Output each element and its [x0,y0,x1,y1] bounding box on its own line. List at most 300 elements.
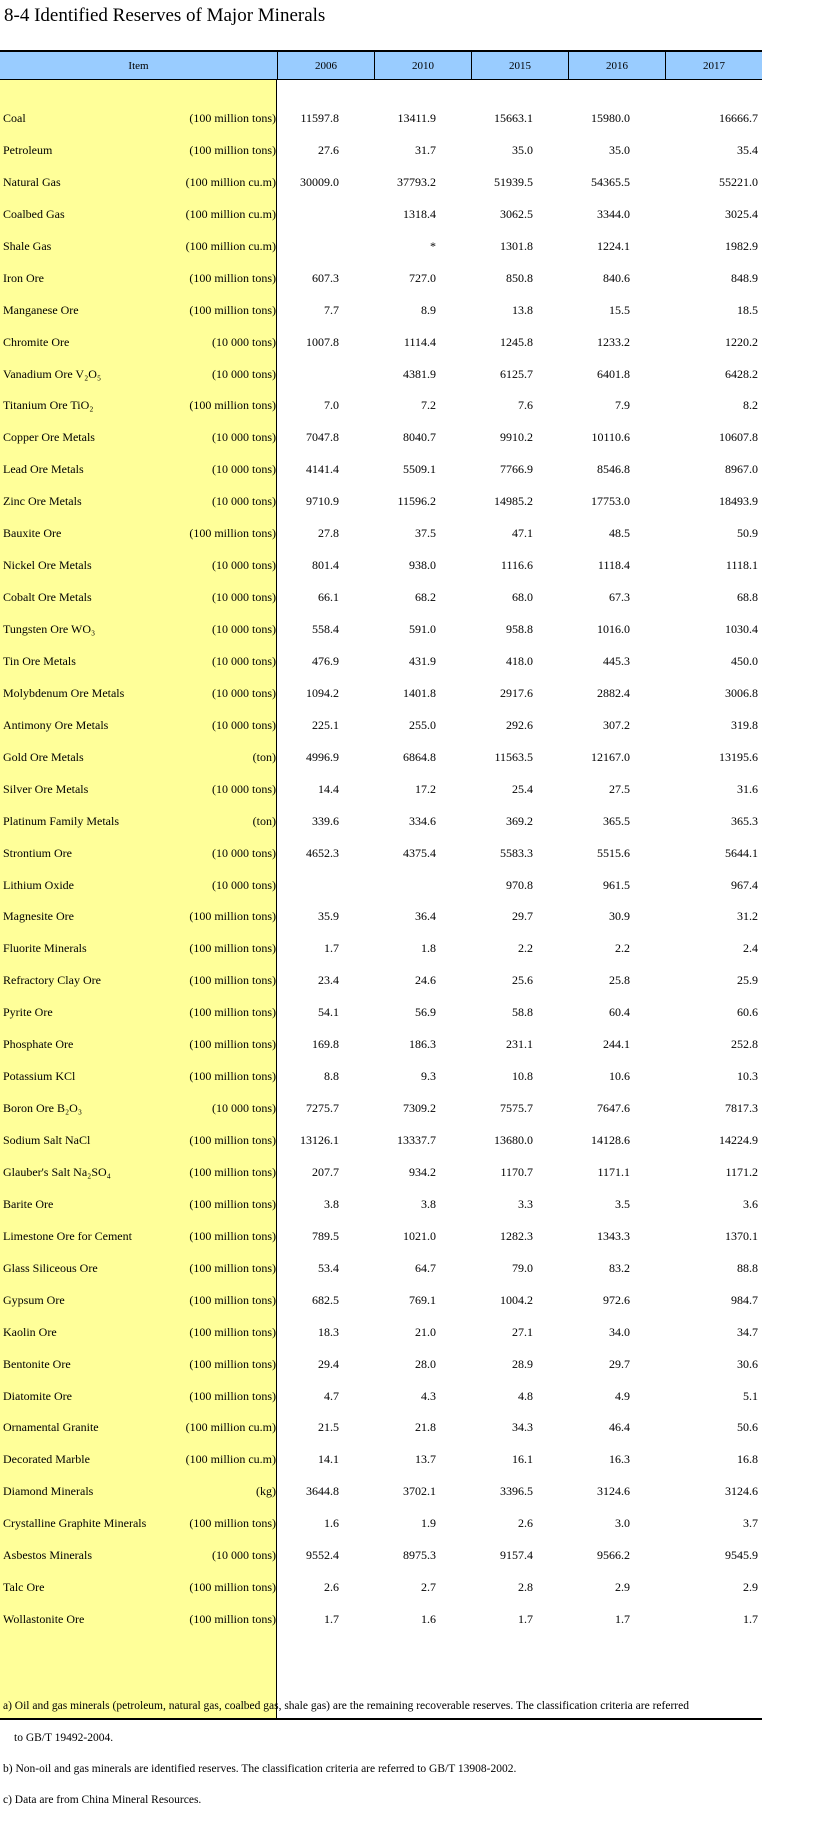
row-item-name: Zinc Ore Metals [3,494,82,509]
row-value-2017: 7817.3 [725,1101,758,1116]
table-row [0,326,762,358]
row-value-2010: 334.6 [409,813,436,828]
row-value-2010: 13.7 [415,1452,436,1467]
table-row [0,741,762,773]
row-value-2016: 1118.4 [597,558,630,573]
row-value-2016: 16.3 [609,1452,630,1467]
row-unit: (100 million tons) [189,1324,276,1339]
row-item-name: Tin Ore Metals [3,653,76,668]
row-value-2016: 3124.6 [597,1484,630,1499]
table-row [0,1443,762,1475]
row-value-2017: 50.9 [737,526,758,541]
table-row [0,1124,762,1156]
row-value-2010: 4375.4 [403,845,436,860]
row-unit: (10 000 tons) [212,334,276,349]
row-value-2015: 970.8 [506,877,533,892]
table-row [0,1284,762,1316]
row-value-2017: 2.9 [743,1580,758,1595]
row-value-2016: 1.7 [615,1612,630,1627]
row-value-2016: 17753.0 [591,494,630,509]
row-value-2015: 2.8 [518,1580,533,1595]
row-value-2017: 252.8 [731,1037,758,1052]
row-unit: (100 million tons) [189,1196,276,1211]
row-item-name: Gold Ore Metals [3,749,84,764]
row-unit: (100 million cu.m) [185,238,276,253]
row-value-2006: 54.1 [318,1005,339,1020]
row-unit: (10 000 tons) [212,462,276,477]
row-value-2010: 3702.1 [403,1484,436,1499]
table-row [0,1507,762,1539]
row-value-2015: 68.0 [512,590,533,605]
row-unit: (100 million tons) [189,909,276,924]
row-value-2017: 1171.2 [725,1164,758,1179]
row-item-name: Copper Ore Metals [3,430,95,445]
row-value-2010: 5509.1 [403,462,436,477]
row-unit: (10 000 tons) [212,366,276,381]
row-value-2015: 13.8 [512,302,533,317]
row-value-2010: 13337.7 [397,1133,436,1147]
row-value-2006: 1.7 [324,941,339,956]
table-row [0,358,762,390]
row-value-2015: 1282.3 [500,1228,533,1243]
row-unit: (100 million tons) [189,1228,276,1243]
row-unit: (10 000 tons) [212,558,276,573]
row-value-2006: 169.8 [312,1037,339,1052]
table-row [0,1380,762,1412]
table-row [0,964,762,996]
row-item-name: Titanium Ore TiO₂ [3,398,94,413]
row-value-2006: 7.7 [324,302,339,317]
row-value-2015: 16.1 [512,1452,533,1467]
row-value-2017: 25.9 [737,973,758,988]
row-value-2017: 848.9 [731,270,758,285]
row-value-2015: 34.3 [512,1420,533,1435]
row-item-name: Silver Ore Metals [3,781,89,796]
row-value-2015: 418.0 [506,653,533,668]
row-unit: (10 000 tons) [212,590,276,605]
row-value-2015: 7766.9 [500,462,533,477]
row-value-2016: 840.6 [603,270,630,285]
row-unit: (100 million tons) [189,941,276,956]
row-value-2006: 339.6 [312,813,339,828]
row-value-2015: 1.7 [518,1612,533,1627]
row-value-2010: 1.9 [421,1516,436,1531]
row-value-2016: 7647.6 [597,1101,630,1116]
row-value-2015: 4.8 [518,1388,533,1403]
row-value-2017: 3025.4 [725,206,758,221]
table-row [0,517,762,549]
row-value-2006: 1094.2 [306,685,339,700]
header-item: Item [128,60,149,72]
row-value-2015: 1004.2 [500,1292,533,1307]
row-value-2016: 27.5 [609,781,630,796]
row-value-2016: 25.8 [609,973,630,988]
row-unit: (ton) [252,813,276,828]
row-item-name: Wollastonite Ore [3,1612,85,1627]
row-value-2010: 8.9 [421,302,436,317]
row-value-2010: 591.0 [409,622,436,636]
table-row [0,1316,762,1348]
header-year-2016: 2016 [568,52,665,80]
row-value-2010: 13411.9 [397,111,436,125]
row-unit: (100 million tons) [189,1069,276,1084]
header-year-2006: 2006 [277,52,374,80]
row-value-2015: 10.8 [512,1069,533,1084]
row-value-2017: 8.2 [743,398,758,413]
row-value-2006: 14.1 [318,1452,339,1467]
row-value-2015: 5583.3 [500,845,533,860]
row-value-2016: 1016.0 [597,622,630,636]
row-value-2006: 558.4 [312,622,339,636]
row-value-2016: 6401.8 [597,366,630,381]
table-row [0,134,762,166]
row-value-2015: 2.6 [518,1516,533,1531]
row-unit: (10 000 tons) [212,622,276,636]
row-value-2017: 30.6 [737,1356,758,1371]
row-value-2010: 68.2 [415,590,436,605]
row-value-2017: 34.7 [737,1324,758,1339]
row-item-name: Sodium Salt NaCl [3,1133,91,1147]
row-value-2016: 3.0 [615,1516,630,1531]
row-value-2010: 64.7 [415,1260,436,1275]
row-value-2017: 1370.1 [725,1228,758,1243]
row-item-name: Fluorite Minerals [3,941,87,956]
row-value-2010: 1.8 [421,941,436,956]
row-unit: (100 million cu.m) [185,206,276,221]
row-value-2006: 14.4 [318,781,339,796]
row-value-2010: 31.7 [415,142,436,157]
row-value-2016: 12167.0 [591,749,630,764]
table-row [0,1188,762,1220]
row-unit: (100 million tons) [189,1516,276,1531]
row-value-2015: 7.6 [518,398,533,413]
table-row [0,869,762,901]
row-unit: (100 million tons) [189,1580,276,1595]
table-row [0,262,762,294]
row-unit: (10 000 tons) [212,685,276,700]
row-value-2015: 11563.5 [494,749,533,764]
row-unit: (100 million tons) [189,1164,276,1179]
row-value-2016: 1224.1 [597,238,630,253]
row-unit: (100 million tons) [189,526,276,541]
row-value-2017: 88.8 [737,1260,758,1275]
row-value-2006: 607.3 [312,270,339,285]
row-value-2017: 35.4 [737,142,758,157]
row-value-2006: 2.6 [324,1580,339,1595]
row-value-2015: 27.1 [512,1324,533,1339]
row-value-2010: 255.0 [409,717,436,732]
row-value-2017: 31.2 [737,909,758,924]
row-unit: (100 million tons) [189,398,276,413]
row-item-name: Lithium Oxide [3,877,74,892]
row-item-name: Platinum Family Metals [3,813,119,828]
row-value-2006: 682.5 [312,1292,339,1307]
row-unit: (100 million cu.m) [185,1452,276,1467]
row-value-2015: 35.0 [512,142,533,157]
row-value-2016: 3344.0 [597,206,630,221]
row-value-2010: 1401.8 [403,685,436,700]
row-value-2017: 50.6 [737,1420,758,1435]
row-value-2015: 28.9 [512,1356,533,1371]
row-item-name: Coalbed Gas [3,206,65,221]
row-value-2015: 231.1 [506,1037,533,1052]
row-value-2016: 30.9 [609,909,630,924]
row-value-2017: 1118.1 [725,558,758,573]
row-value-2010: 938.0 [409,558,436,573]
row-value-2016: 15.5 [609,302,630,317]
row-item-name: Bentonite Ore [3,1356,71,1371]
row-unit: (10 000 tons) [212,877,276,892]
row-value-2016: 15980.0 [591,111,630,125]
row-value-2017: 68.8 [737,590,758,605]
row-unit: (10 000 tons) [212,1548,276,1563]
row-value-2006: 30009.0 [300,174,339,189]
table-row [0,805,762,837]
row-value-2006: 801.4 [312,558,339,573]
row-value-2017: 8967.0 [725,462,758,477]
row-item-name: Refractory Clay Ore [3,973,101,988]
row-value-2010: 7309.2 [403,1101,436,1116]
row-value-2010: 2.7 [421,1580,436,1595]
table-row [0,900,762,932]
row-value-2015: 850.8 [506,270,533,285]
row-value-2010: 37.5 [415,526,436,541]
row-value-2017: 10607.8 [719,430,758,445]
row-value-2016: 9566.2 [597,1548,630,1563]
row-value-2016: 244.1 [603,1037,630,1052]
row-value-2010: 56.9 [415,1005,436,1020]
table-row [0,1060,762,1092]
row-unit: (ton) [252,749,276,764]
table-row [0,294,762,326]
row-value-2016: 83.2 [609,1260,630,1275]
row-value-2010: 17.2 [415,781,436,796]
table-row [0,1475,762,1507]
row-value-2015: 1245.8 [500,334,533,349]
row-value-2015: 58.8 [512,1005,533,1020]
row-value-2017: 1.7 [743,1612,758,1627]
row-value-2010: 11596.2 [397,494,436,509]
row-item-name: Nickel Ore Metals [3,558,92,573]
row-item-name: Potassium KCl [3,1069,76,1084]
row-value-2006: 4.7 [324,1388,339,1403]
row-value-2015: 47.1 [512,526,533,541]
row-value-2016: 961.5 [603,877,630,892]
row-value-2010: 37793.2 [397,174,436,189]
row-value-2017: 5.1 [743,1388,758,1403]
row-value-2017: 16.8 [737,1452,758,1467]
row-item-name: Strontium Ore [3,845,72,860]
row-value-2016: 35.0 [609,142,630,157]
row-item-name: Bauxite Ore [3,526,62,541]
table-row [0,485,762,517]
row-item-name: Cobalt Ore Metals [3,590,92,605]
row-value-2016: 54365.5 [591,174,630,189]
table-row [0,932,762,964]
row-value-2015: 292.6 [506,717,533,732]
row-value-2017: 3124.6 [725,1484,758,1499]
row-value-2016: 972.6 [603,1292,630,1307]
table-row [0,1571,762,1603]
row-value-2015: 3062.5 [500,206,533,221]
row-value-2015: 3.3 [518,1196,533,1211]
row-item-name: Decorated Marble [3,1452,90,1467]
row-value-2015: 2917.6 [500,685,533,700]
table-bottom-rule [0,1718,762,1720]
row-value-2010: 4381.9 [403,366,436,381]
row-value-2017: 3006.8 [725,685,758,700]
table-row [0,996,762,1028]
table-row [0,230,762,262]
row-value-2016: 5515.6 [597,845,630,860]
table-row [0,1156,762,1188]
row-item-name: Boron Ore B₂O₃ [3,1101,83,1116]
row-unit: (100 million tons) [189,1388,276,1403]
row-value-2006: 1.7 [324,1612,339,1627]
row-value-2010: 9.3 [421,1069,436,1084]
table-row [0,453,762,485]
row-value-2010: 8040.7 [403,430,436,445]
table-row [0,773,762,805]
row-item-name: Tungsten Ore WO₃ [3,622,96,636]
row-value-2016: 10.6 [609,1069,630,1084]
row-value-2015: 369.2 [506,813,533,828]
header-year-2015: 2015 [471,52,568,80]
row-value-2016: 60.4 [609,1005,630,1020]
row-unit: (10 000 tons) [212,430,276,445]
row-value-2010: 8975.3 [403,1548,436,1563]
row-value-2016: 7.9 [615,398,630,413]
row-item-name: Iron Ore [3,270,44,285]
row-value-2010: 21.0 [415,1324,436,1339]
row-value-2017: 319.8 [731,717,758,732]
row-item-name: Kaolin Ore [3,1324,57,1339]
table-row [0,1220,762,1252]
row-value-2010: 1318.4 [403,206,436,221]
row-value-2006: 7.0 [324,398,339,413]
row-unit: (100 million tons) [189,1005,276,1020]
row-value-2017: 10.3 [737,1069,758,1084]
row-item-name: Natural Gas [3,174,61,189]
row-value-2016: 3.5 [615,1196,630,1211]
row-unit: (100 million tons) [189,270,276,285]
table-row [0,421,762,453]
footnote-c: c) Data are from China Mineral Resources. [3,1794,202,1806]
row-value-2010: 186.3 [409,1037,436,1052]
row-item-name: Glass Siliceous Ore [3,1260,98,1275]
row-value-2015: 79.0 [512,1260,533,1275]
row-item-name: Molybdenum Ore Metals [3,685,125,700]
row-value-2010: 7.2 [421,398,436,413]
page-title: 8-4 Identified Reserves of Major Minerals [4,5,326,26]
row-value-2015: 25.4 [512,781,533,796]
row-item-name: Glauber's Salt Na₂SO₄ [3,1164,111,1179]
row-value-2017: 5644.1 [725,845,758,860]
row-value-2006: 4141.4 [306,462,339,477]
row-value-2017: 55221.0 [719,174,758,189]
row-unit: (100 million cu.m) [185,1420,276,1435]
row-value-2017: 16666.7 [719,111,758,125]
row-value-2006: 8.8 [324,1069,339,1084]
row-value-2006: 9552.4 [306,1548,339,1563]
row-unit: (10 000 tons) [212,494,276,509]
row-item-name: Barite Ore [3,1196,54,1211]
row-value-2016: 10110.6 [591,430,630,445]
row-value-2015: 25.6 [512,973,533,988]
row-value-2010: 431.9 [409,653,436,668]
row-value-2015: 9910.2 [500,430,533,445]
row-unit: (100 million tons) [189,973,276,988]
row-value-2016: 48.5 [609,526,630,541]
table-row [0,198,762,230]
row-value-2016: 2.2 [615,941,630,956]
row-value-2016: 1343.3 [597,1228,630,1243]
row-value-2017: 2.4 [743,941,758,956]
row-value-2006: 207.7 [312,1164,339,1179]
row-value-2016: 46.4 [609,1420,630,1435]
row-value-2010: 36.4 [415,909,436,924]
row-value-2010: * [430,238,436,253]
row-item-name: Shale Gas [3,238,52,253]
row-value-2010: 727.0 [409,270,436,285]
row-value-2010: 6864.8 [403,749,436,764]
row-value-2017: 1220.2 [725,334,758,349]
row-value-2015: 9157.4 [500,1548,533,1563]
row-unit: (100 million tons) [189,142,276,157]
row-value-2016: 67.3 [609,590,630,605]
row-value-2016: 8546.8 [597,462,630,477]
row-value-2016: 2.9 [615,1580,630,1595]
row-value-2010: 21.8 [415,1420,436,1435]
row-value-2017: 18493.9 [719,494,758,509]
row-item-name: Diamond Minerals [3,1484,94,1499]
footnote-a: a) Oil and gas minerals (petroleum, natural gas, coalbed gas, shale gas) are the remaining recoverable reserves. The classification criteria are referred [3,1700,689,1712]
row-value-2015: 3396.5 [500,1484,533,1499]
row-item-name: Vanadium Ore V₂O₅ [3,366,102,381]
row-item-name: Ornamental Granite [3,1420,99,1435]
row-value-2015: 14985.2 [494,494,533,509]
row-value-2017: 1030.4 [725,622,758,636]
row-value-2017: 60.6 [737,1005,758,1020]
row-value-2015: 1116.6 [500,558,533,573]
row-value-2017: 31.6 [737,781,758,796]
row-item-name: Lead Ore Metals [3,462,84,477]
row-value-2006: 27.6 [318,142,339,157]
row-item-name: Manganese Ore [3,302,79,317]
row-value-2006: 789.5 [312,1228,339,1243]
row-value-2017: 1982.9 [725,238,758,253]
row-value-2006: 3644.8 [306,1484,339,1499]
row-value-2010: 1114.4 [403,334,436,349]
row-value-2016: 2882.4 [597,685,630,700]
row-value-2010: 934.2 [409,1164,436,1179]
row-value-2010: 769.1 [409,1292,436,1307]
row-unit: (10 000 tons) [212,717,276,732]
row-value-2016: 445.3 [603,653,630,668]
footnote-a-continued: to GB/T 19492-2004. [14,1732,114,1744]
table-row [0,1348,762,1380]
row-value-2016: 29.7 [609,1356,630,1371]
row-value-2015: 958.8 [506,622,533,636]
row-value-2006: 9710.9 [306,494,339,509]
row-value-2017: 3.6 [743,1196,758,1211]
row-value-2010: 24.6 [415,973,436,988]
row-value-2016: 307.2 [603,717,630,732]
row-item-name: Diatomite Ore [3,1388,72,1403]
row-value-2015: 7575.7 [500,1101,533,1116]
row-value-2017: 6428.2 [725,366,758,381]
row-value-2015: 1301.8 [500,238,533,253]
